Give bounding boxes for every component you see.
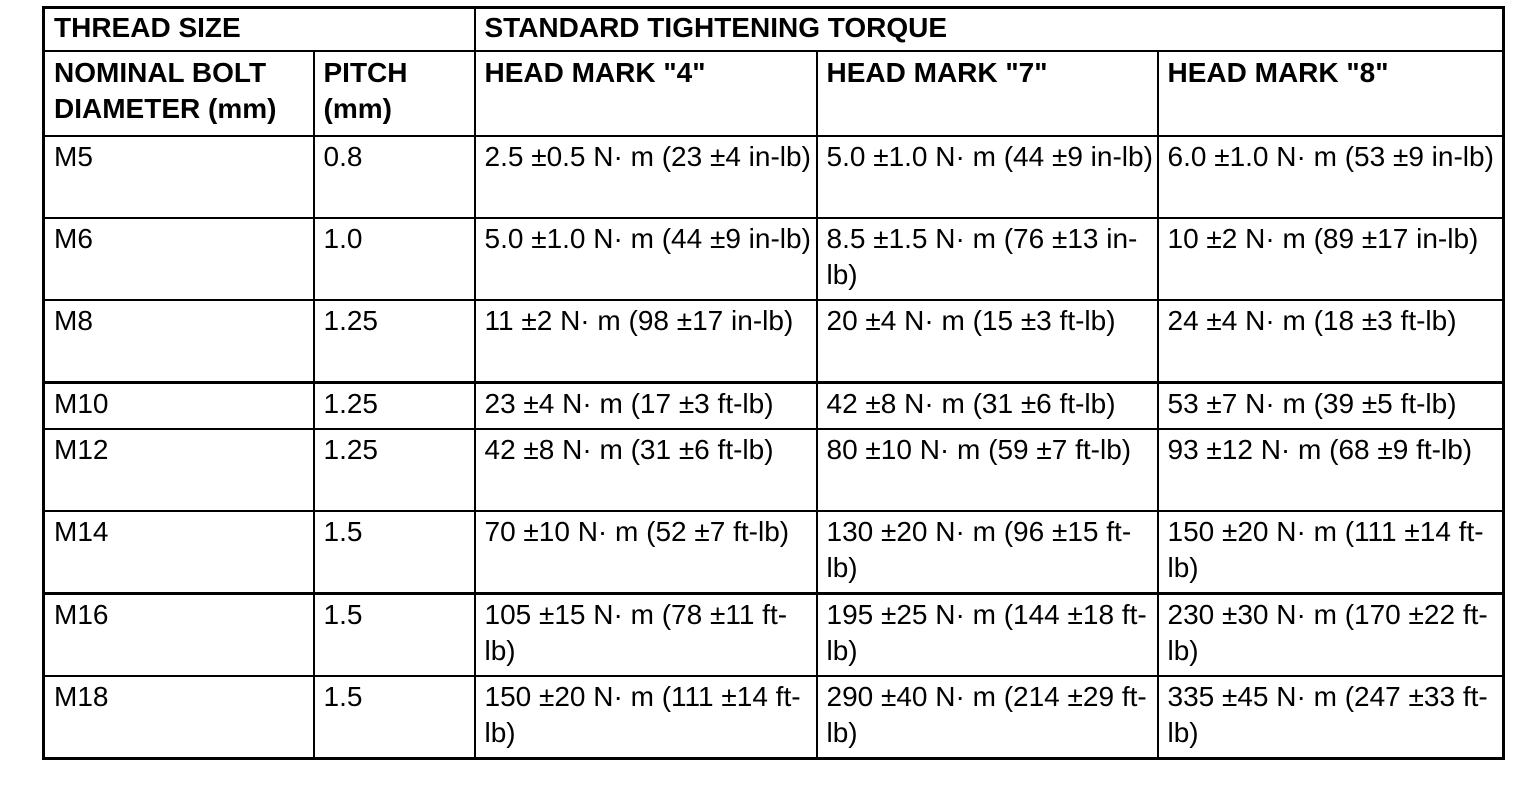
head-mark-8-cell: 24 ±4 N· m (18 ±3 ft-lb): [1158, 300, 1504, 383]
pitch-header: PITCH (mm): [314, 51, 475, 136]
diameter-cell: M5: [44, 136, 314, 218]
pitch-cell: 1.0: [314, 218, 475, 300]
head-mark-7-cell: 80 ±10 N· m (59 ±7 ft-lb): [817, 429, 1158, 511]
pitch-cell: 1.5: [314, 511, 475, 594]
pitch-cell: 1.25: [314, 300, 475, 383]
header-group-row: [44, 8, 1504, 52]
head-mark-7-cell: 195 ±25 N· m (144 ±18 ft-lb): [817, 594, 1158, 677]
diameter-cell: M6: [44, 218, 314, 300]
head-mark-8-cell: 53 ±7 N· m (39 ±5 ft-lb): [1158, 383, 1504, 430]
thread-size-header: THREAD SIZE: [44, 8, 475, 52]
torque-table-container: [42, 6, 1502, 760]
head-mark-4-header: HEAD MARK "4": [475, 51, 817, 136]
head-mark-7-cell: 20 ±4 N· m (15 ±3 ft-lb): [817, 300, 1158, 383]
head-mark-4-cell: 5.0 ±1.0 N· m (44 ±9 in-lb): [475, 218, 817, 300]
head-mark-4-cell: 2.5 ±0.5 N· m (23 ±4 in-lb): [475, 136, 817, 218]
head-mark-7-cell: 5.0 ±1.0 N· m (44 ±9 in-lb): [817, 136, 1158, 218]
head-mark-8-cell: 230 ±30 N· m (170 ±22 ft-lb): [1158, 594, 1504, 677]
head-mark-4-cell: 70 ±10 N· m (52 ±7 ft-lb): [475, 511, 817, 594]
head-mark-4-cell: 11 ±2 N· m (98 ±17 in-lb): [475, 300, 817, 383]
column-header-row: [44, 51, 1504, 136]
pitch-cell: 1.25: [314, 383, 475, 430]
diameter-cell: M8: [44, 300, 314, 383]
table-row: [44, 383, 1504, 430]
head-mark-7-cell: 42 ±8 N· m (31 ±6 ft-lb): [817, 383, 1158, 430]
table-row: [44, 218, 1504, 300]
table-row: [44, 594, 1504, 677]
head-mark-8-cell: 10 ±2 N· m (89 ±17 in-lb): [1158, 218, 1504, 300]
head-mark-4-cell: 42 ±8 N· m (31 ±6 ft-lb): [475, 429, 817, 511]
table-row: [44, 300, 1504, 383]
pitch-cell: 1.25: [314, 429, 475, 511]
head-mark-8-cell: 150 ±20 N· m (111 ±14 ft-lb): [1158, 511, 1504, 594]
nominal-bolt-diameter-header: NOMINAL BOLT DIAMETER (mm): [44, 51, 314, 136]
head-mark-4-cell: 23 ±4 N· m (17 ±3 ft-lb): [475, 383, 817, 430]
head-mark-7-cell: 290 ±40 N· m (214 ±29 ft-lb): [817, 676, 1158, 759]
head-mark-7-cell: 8.5 ±1.5 N· m (76 ±13 in-lb): [817, 218, 1158, 300]
head-mark-4-cell: 150 ±20 N· m (111 ±14 ft-lb): [475, 676, 817, 759]
head-mark-8-cell: 6.0 ±1.0 N· m (53 ±9 in-lb): [1158, 136, 1504, 218]
head-mark-8-cell: 335 ±45 N· m (247 ±33 ft-lb): [1158, 676, 1504, 759]
diameter-cell: M12: [44, 429, 314, 511]
diameter-cell: M16: [44, 594, 314, 677]
pitch-cell: 0.8: [314, 136, 475, 218]
table-row: [44, 511, 1504, 594]
torque-table: [42, 6, 1505, 760]
head-mark-7-cell: 130 ±20 N· m (96 ±15 ft-lb): [817, 511, 1158, 594]
table-row: [44, 676, 1504, 759]
diameter-cell: M18: [44, 676, 314, 759]
head-mark-8-cell: 93 ±12 N· m (68 ±9 ft-lb): [1158, 429, 1504, 511]
table-row: [44, 429, 1504, 511]
pitch-cell: 1.5: [314, 594, 475, 677]
diameter-cell: M10: [44, 383, 314, 430]
standard-tightening-torque-header: STANDARD TIGHTENING TORQUE: [475, 8, 1504, 52]
head-mark-8-header: HEAD MARK "8": [1158, 51, 1504, 136]
head-mark-7-header: HEAD MARK "7": [817, 51, 1158, 136]
head-mark-4-cell: 105 ±15 N· m (78 ±11 ft-lb): [475, 594, 817, 677]
pitch-cell: 1.5: [314, 676, 475, 759]
table-row: [44, 136, 1504, 218]
diameter-cell: M14: [44, 511, 314, 594]
